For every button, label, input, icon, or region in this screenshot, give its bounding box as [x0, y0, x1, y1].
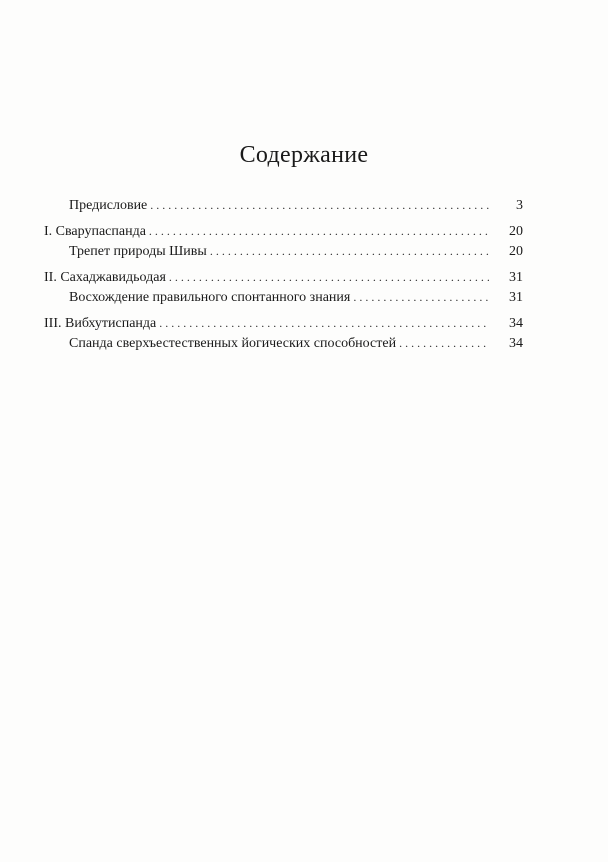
toc-entry-label: Предисловие [69, 198, 148, 213]
toc-entry-chapter-1-subtitle[interactable] [44, 241, 523, 261]
dot-leader [149, 221, 489, 241]
toc-entry-label: I. Сварупаспанда [44, 224, 146, 239]
toc-page-number: 20 [509, 224, 523, 239]
toc-page-number: 34 [509, 316, 523, 331]
dot-leader [169, 267, 489, 287]
toc-entry-label: II. Сахаджавидьодая [44, 270, 166, 285]
toc-page-number: 31 [509, 270, 523, 285]
toc-page-number: 20 [509, 244, 523, 259]
toc-entry-label: Трепет природы Шивы [69, 244, 207, 259]
toc-entry-chapter-2-subtitle[interactable] [44, 287, 523, 307]
toc-entry-chapter-3-subtitle[interactable] [44, 333, 523, 353]
toc-page-number: 3 [516, 198, 523, 213]
toc-entry-label: Восхождение правильного спонтанного знания [69, 290, 351, 305]
page-title: Содержание [239, 142, 369, 168]
toc-page-number: 34 [509, 336, 523, 351]
dot-leader [353, 287, 489, 307]
toc-page-number: 31 [509, 290, 523, 305]
dot-leader [399, 333, 489, 353]
toc-entry-preface[interactable] [44, 195, 523, 215]
toc-entry-chapter-1[interactable] [44, 221, 523, 241]
dot-leader [210, 241, 489, 261]
toc-entry-label: III. Вибхутиспанда [44, 316, 157, 331]
dot-leader [159, 313, 489, 333]
toc-entry-label: Спанда сверхъестественных йогических способностей [69, 336, 397, 351]
toc-entry-chapter-2[interactable] [44, 267, 523, 287]
dot-leader [150, 195, 489, 215]
toc-entry-chapter-3[interactable] [44, 313, 523, 333]
